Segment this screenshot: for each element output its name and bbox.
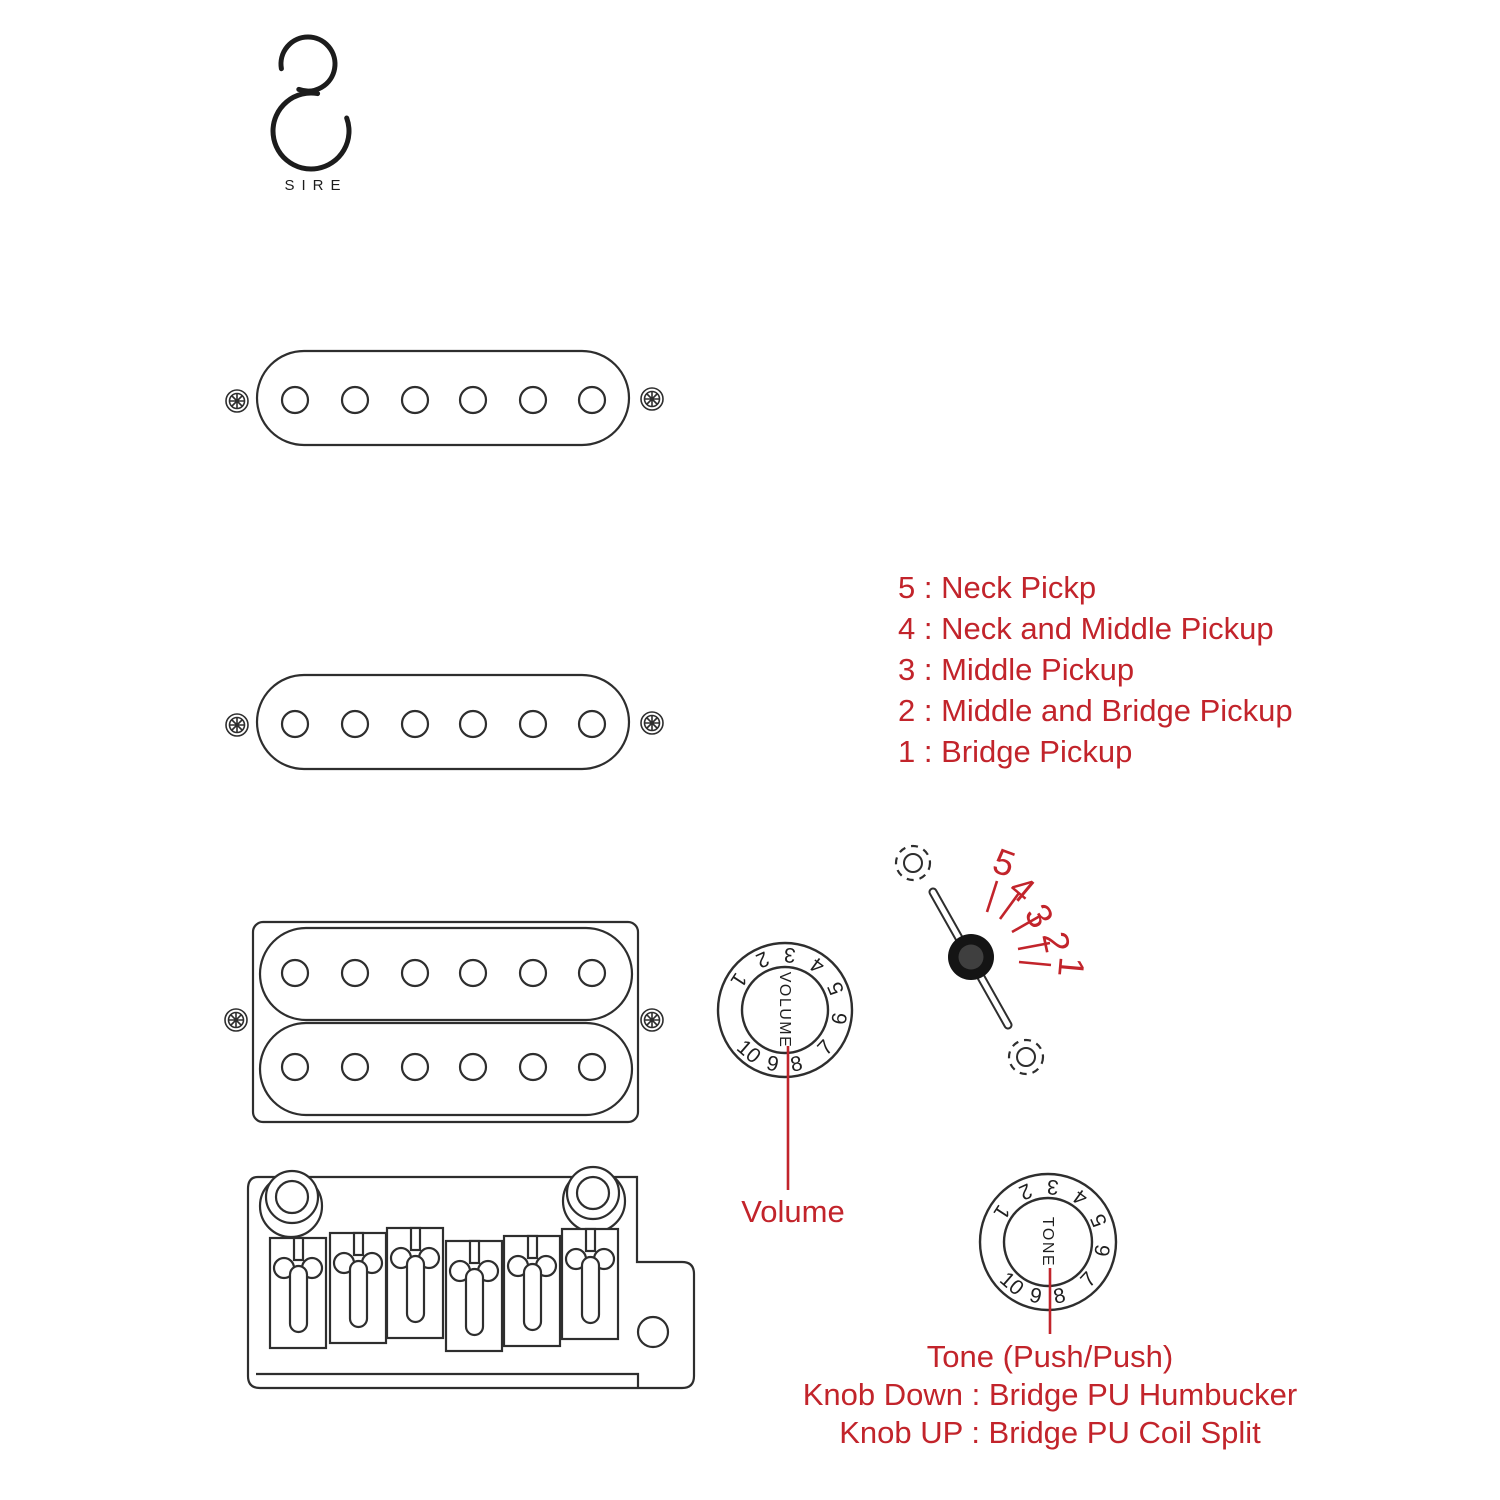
knob-tick: 1 xyxy=(988,1200,1015,1223)
knob-tick: 2 xyxy=(752,946,773,973)
volume-knob-label: VOLUME xyxy=(776,971,793,1049)
tone-caption-line: Knob Down : Bridge PU Humbucker xyxy=(802,1377,1298,1412)
bridge-saddles xyxy=(270,1228,618,1351)
selector-legend xyxy=(898,570,1293,769)
volume-knob xyxy=(718,943,852,1229)
knob-tick: 9 xyxy=(1027,1283,1044,1309)
knob-tick: 6 xyxy=(827,1011,853,1027)
single-coil-pickup-icon xyxy=(226,675,663,769)
single-coil-pickup-icon xyxy=(226,351,663,445)
knob-tick: 8 xyxy=(788,1051,805,1077)
sire-logo-s-icon-lower xyxy=(273,93,349,169)
tone-caption xyxy=(803,1339,1298,1450)
tone-knob-label: TONE xyxy=(1039,1216,1056,1268)
knob-tick: 4 xyxy=(806,952,830,978)
switch-knob-top xyxy=(959,945,984,970)
tone-caption-line: Knob UP : Bridge PU Coil Split xyxy=(839,1415,1261,1450)
pole-pieces-top-row xyxy=(282,960,605,986)
brand-name: SIRE xyxy=(284,177,348,194)
sire-logo xyxy=(273,37,349,194)
switch-position-label: 2 xyxy=(1034,927,1079,956)
switch-mount-hole-icon xyxy=(896,846,930,880)
legend-item: 5 : Neck Pickp xyxy=(898,570,1097,605)
legend-item: 3 : Middle Pickup xyxy=(898,652,1135,687)
knob-tick: 8 xyxy=(1051,1283,1068,1309)
knob-tick: 2 xyxy=(1015,1178,1036,1205)
knob-tick: 4 xyxy=(1069,1184,1093,1210)
knob-tick: 5 xyxy=(823,978,849,999)
knob-tick: 3 xyxy=(783,942,797,967)
knob-tick: 7 xyxy=(813,1035,838,1060)
tone-caption-line: Tone (Push/Push) xyxy=(926,1339,1174,1374)
knob-tick: 6 xyxy=(1090,1243,1116,1259)
knob-tick: 5 xyxy=(1086,1210,1112,1231)
pole-pieces-bottom-row xyxy=(282,1054,605,1080)
knob-tick: 10 xyxy=(732,1035,765,1069)
screw-icon xyxy=(641,1009,663,1031)
pickup-selector-switch xyxy=(896,840,1093,1074)
sire-logo-s-icon xyxy=(281,37,335,91)
legend-item: 4 : Neck and Middle Pickup xyxy=(898,611,1274,646)
knob-tick: 9 xyxy=(764,1051,781,1077)
knob-tick: 1 xyxy=(725,968,752,991)
switch-position-label: 4 xyxy=(1001,866,1044,911)
legend-item: 2 : Middle and Bridge Pickup xyxy=(898,693,1293,728)
screw-icon xyxy=(225,1009,247,1031)
switch-position-numbers xyxy=(988,840,1093,979)
tone-knob xyxy=(803,1174,1298,1450)
legend-item: 1 : Bridge Pickup xyxy=(898,734,1133,769)
switch-position-label: 3 xyxy=(1016,896,1063,935)
switch-mount-hole-icon xyxy=(1009,1040,1043,1074)
middle-pickup-drawing xyxy=(226,675,663,769)
switch-position-label: 5 xyxy=(987,839,1021,886)
knob-tick: 7 xyxy=(1076,1267,1101,1292)
humbucker-pickup-drawing xyxy=(225,922,663,1122)
tremolo-bridge-drawing xyxy=(248,1167,694,1388)
switch-position-label: 1 xyxy=(1050,955,1093,979)
knob-tick: 3 xyxy=(1046,1174,1060,1199)
knob-tick: 10 xyxy=(995,1267,1028,1301)
neck-pickup-drawing xyxy=(226,351,663,445)
volume-caption: Volume xyxy=(741,1194,845,1229)
